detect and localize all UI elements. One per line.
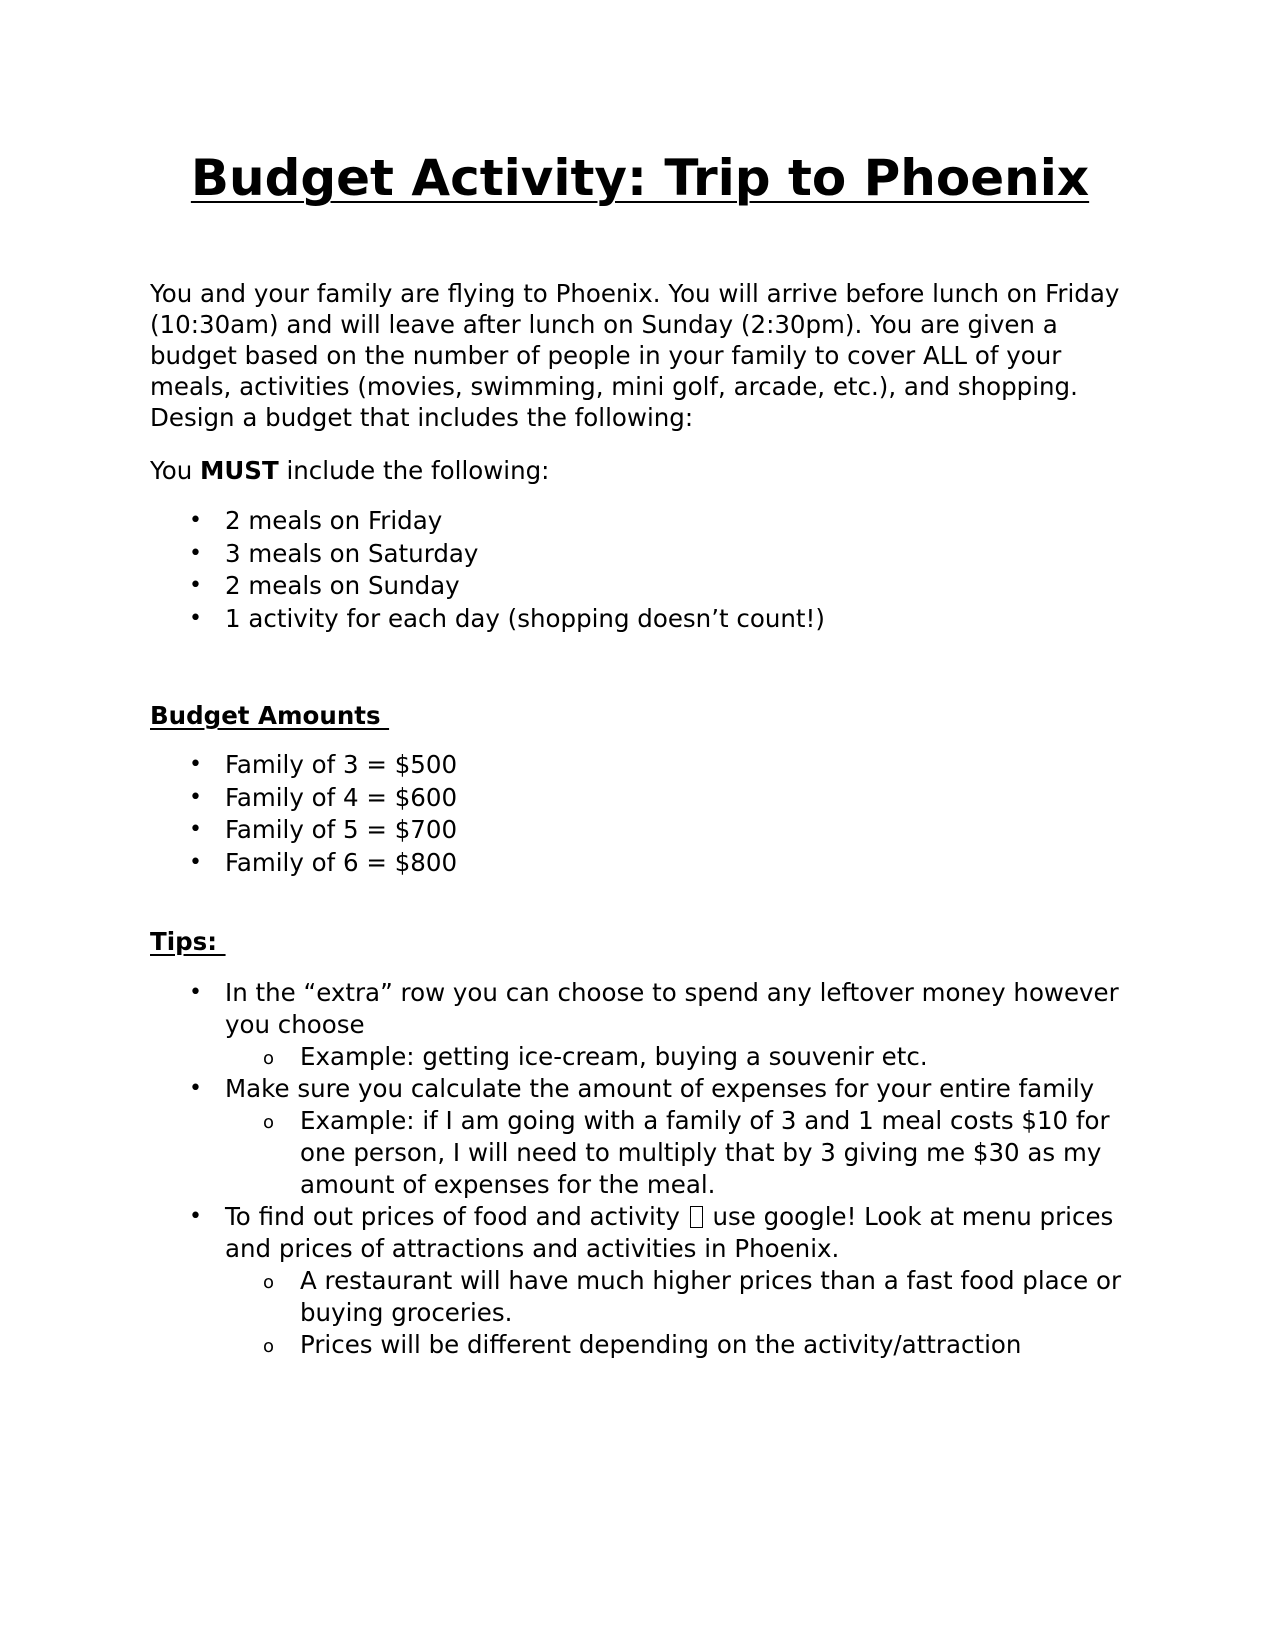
list-item <box>150 749 1130 782</box>
list-item <box>150 505 1130 538</box>
sub-tip-text: A restaurant will have much higher prices than a fast food place or buying groceries. <box>300 1266 1122 1327</box>
tip-text <box>225 1202 1113 1263</box>
bullet-icon: • <box>189 1076 202 1101</box>
tip-text-after: use google! Look at menu prices and prices of attractions and activities in Phoenix. <box>225 1202 1114 1263</box>
document-title: Budget Activity: Trip to Phoenix <box>190 149 1090 207</box>
sub-tip-text: Example: if I am going with a family of 3 and 1 meal costs $10 for one person, I will need to multiply that by 3 giving me $30 as my amount of expenses for the meal. <box>300 1106 1110 1199</box>
requirement-text: 2 meals on Friday <box>225 506 443 535</box>
sub-tip-text: Example: getting ice-cream, buying a souvenir etc. <box>300 1042 928 1071</box>
intro-paragraph: You and your family are flying to Phoenix. You will arrive before lunch on Friday (10:30am) and will leave after lunch on Sunday (2:30pm). You are given a budget based on the number of people in your family to cover ALL of your meals, activities (movies, swimming, mini golf, arcade, etc.), and shopping. Design a budget that includes the following: <box>150 279 1120 432</box>
sub-list <box>225 1105 1130 1201</box>
must-suffix: include the following: <box>286 456 550 485</box>
sub-list-item <box>225 1105 1130 1201</box>
budget-amounts-list <box>150 749 1130 879</box>
requirement-text: 2 meals on Sunday <box>225 571 460 600</box>
sub-list-item <box>225 1041 1130 1073</box>
bullet-icon: • <box>189 817 202 842</box>
circle-bullet-icon: o <box>263 1272 275 1293</box>
bullet-icon: • <box>189 784 202 810</box>
bullet-icon: • <box>189 980 202 1005</box>
sub-list <box>225 1265 1130 1361</box>
circle-bullet-icon: o <box>263 1336 275 1357</box>
bullet-icon: • <box>189 1204 202 1229</box>
sub-tip-text: Prices will be different depending on the activity/attraction <box>300 1330 1022 1359</box>
budget-amount-text: Family of 3 = $500 <box>225 750 458 779</box>
bullet-icon: • <box>189 849 202 875</box>
tips-heading: Tips: <box>150 927 226 956</box>
bullet-icon: • <box>189 540 202 566</box>
tip-text: Make sure you calculate the amount of expenses for your entire family <box>225 1074 1095 1103</box>
budget-amount-text: Family of 5 = $700 <box>225 815 458 844</box>
sub-list <box>225 1041 1130 1073</box>
requirement-text: 1 activity for each day (shopping doesn’t count!) <box>225 603 825 633</box>
list-item <box>150 847 1130 880</box>
list-item <box>150 570 1130 603</box>
missing-glyph-icon <box>690 1206 703 1228</box>
budget-amounts-heading: Budget Amounts <box>150 701 390 730</box>
circle-bullet-icon: o <box>263 1048 275 1069</box>
tip-text: In the “extra” row you can choose to spend any leftover money however you choose <box>225 978 1119 1039</box>
list-item <box>150 603 1130 636</box>
budget-amount-text: Family of 4 = $600 <box>225 782 458 812</box>
circle-bullet-icon: o <box>263 1112 275 1133</box>
requirement-text: 3 meals on Saturday <box>225 538 479 568</box>
budget-amount-text: Family of 6 = $800 <box>225 847 458 877</box>
must-include-line <box>150 455 549 486</box>
bullet-icon: • <box>189 605 202 631</box>
tips-list <box>150 977 1130 1361</box>
list-item <box>150 1201 1130 1361</box>
sub-list-item <box>225 1329 1130 1361</box>
bullet-icon: • <box>189 573 202 598</box>
list-item <box>150 977 1130 1073</box>
bullet-icon: • <box>189 752 202 777</box>
bullet-icon: • <box>189 508 202 533</box>
list-item <box>150 782 1130 815</box>
list-item <box>150 1073 1130 1201</box>
requirements-list <box>150 505 1130 635</box>
must-emphasis: MUST <box>200 456 279 485</box>
list-item <box>150 538 1130 571</box>
sub-list-item <box>225 1265 1130 1329</box>
list-item <box>150 814 1130 847</box>
tip-text-before: To find out prices of food and activity <box>225 1202 680 1231</box>
must-prefix: You <box>150 456 193 485</box>
